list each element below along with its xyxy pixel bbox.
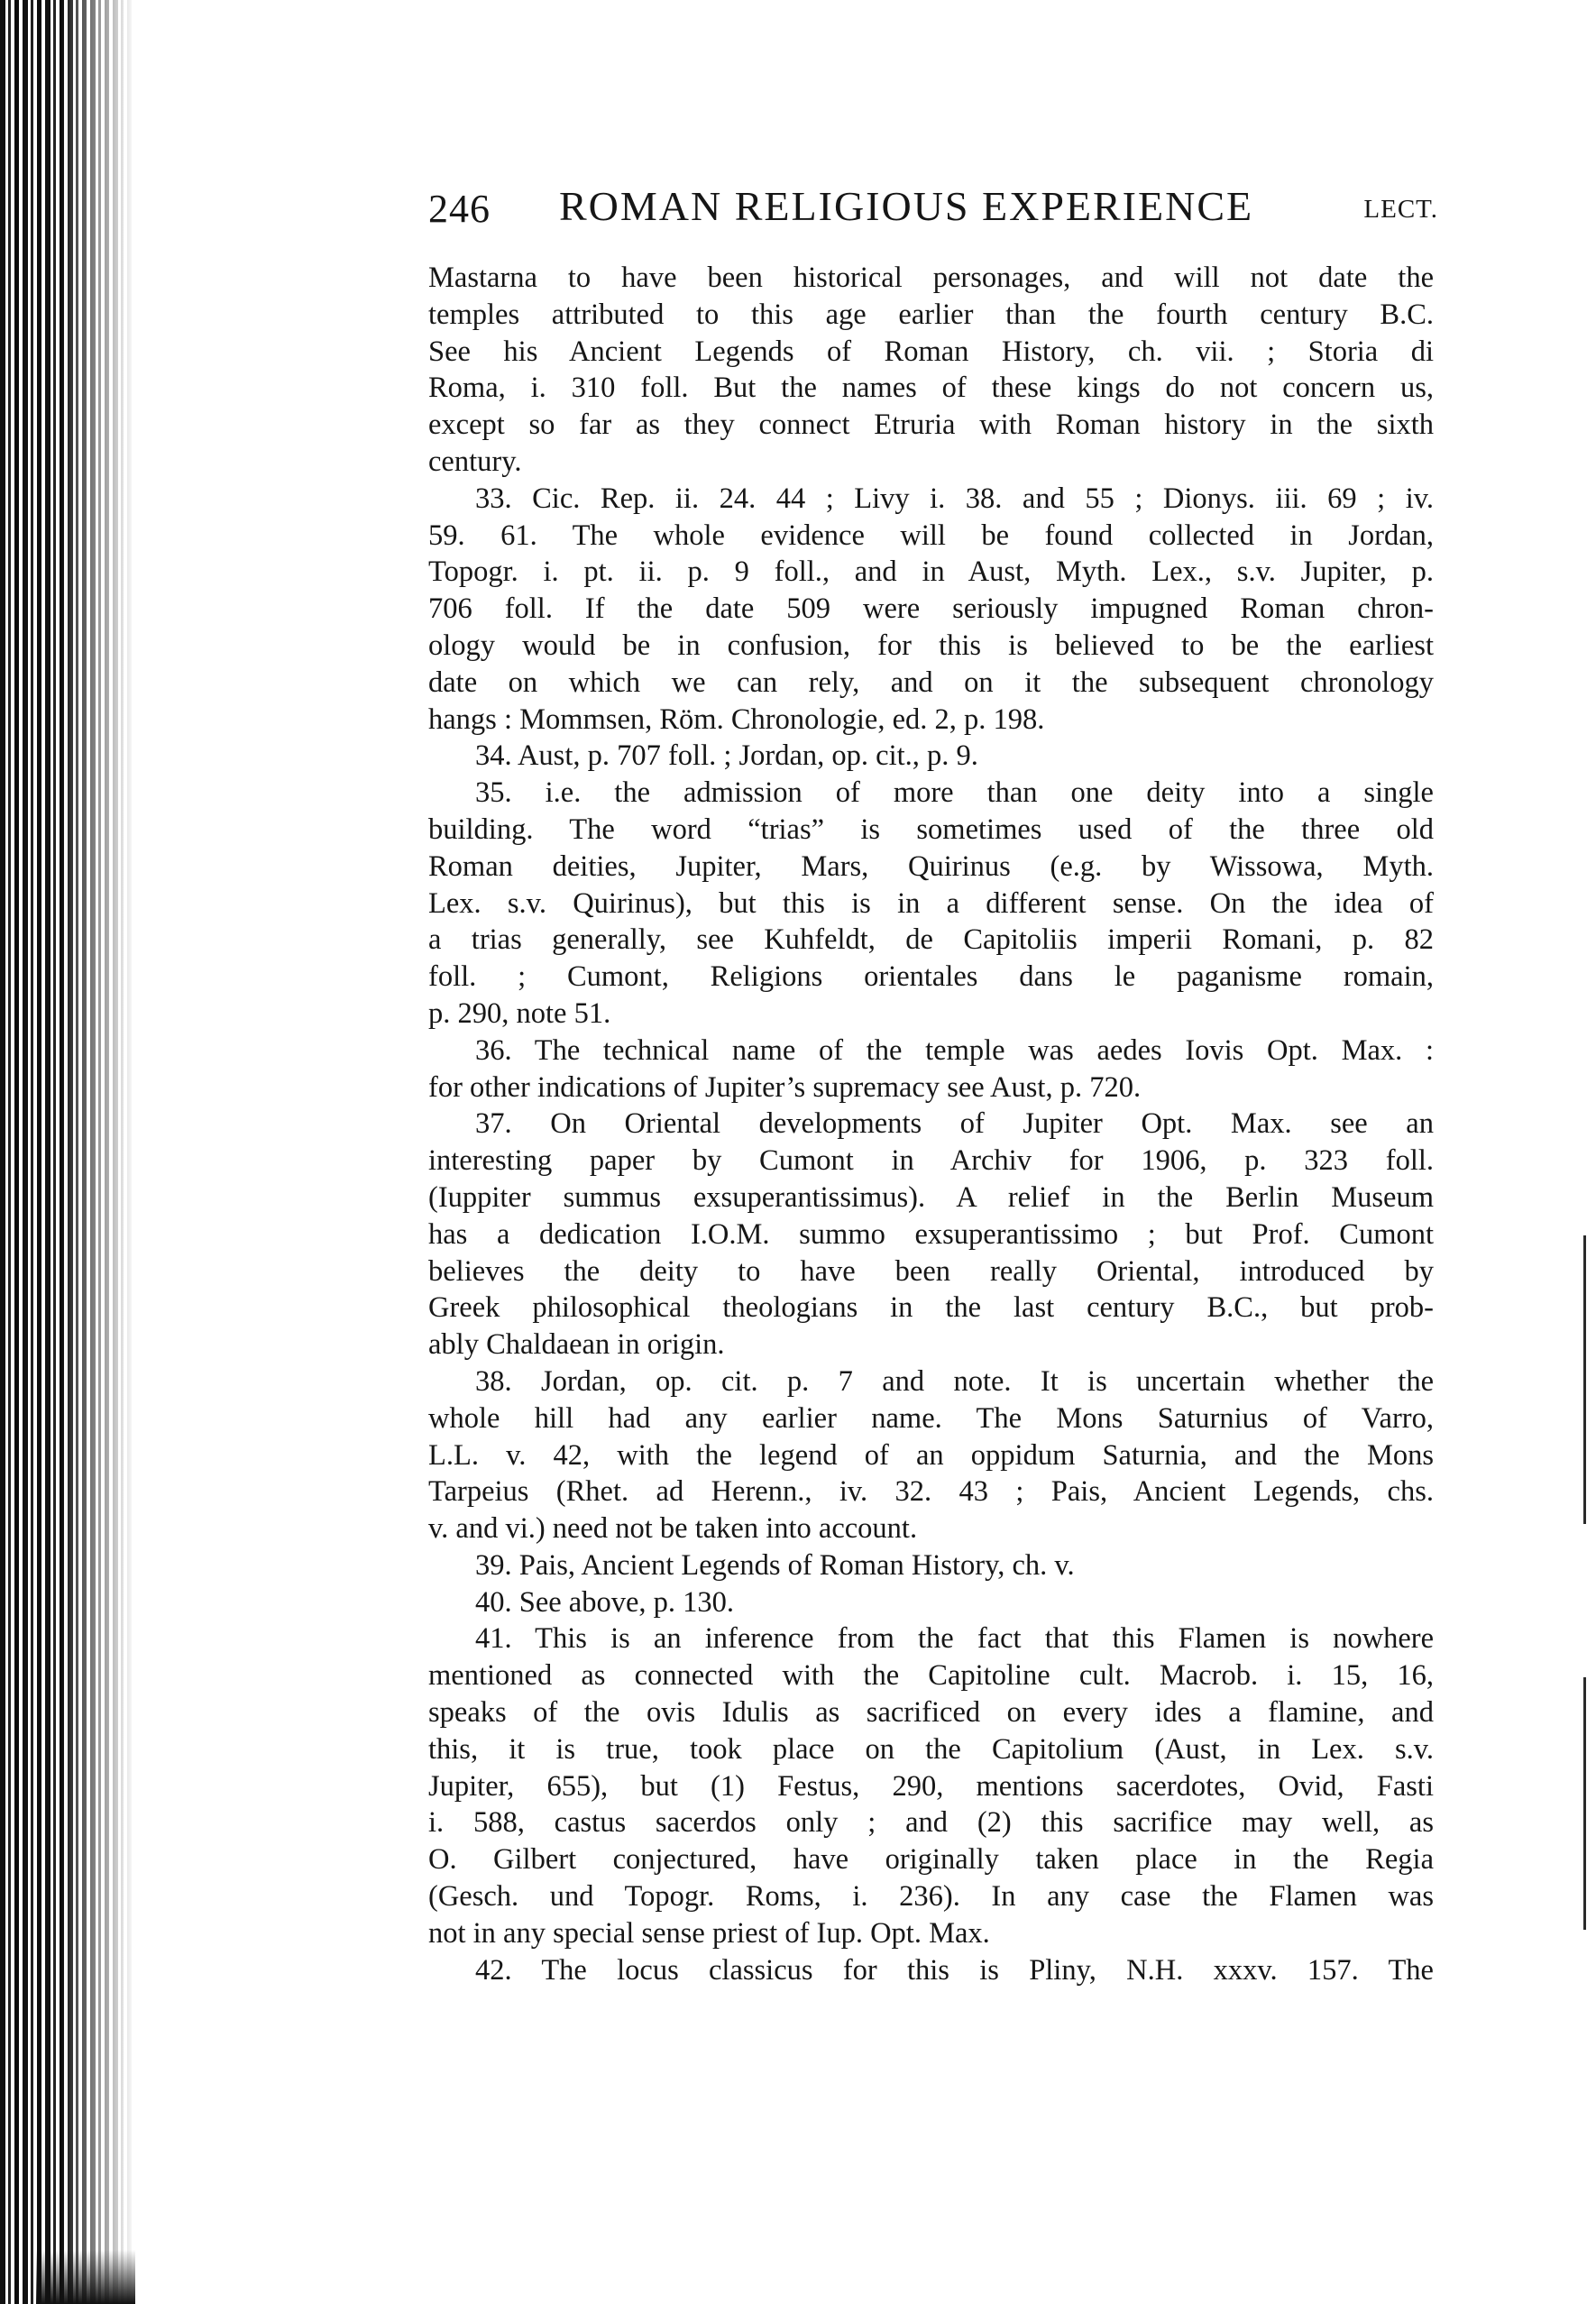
text-line: hangs : Mommsen, Röm. Chronologie, ed. 2, p. 198. [428,702,1045,736]
note-37: 37. On Oriental developments of Jupiter Opt. Max. see an [475,1107,1434,1141]
binding-foot-shadow [36,2250,135,2304]
text-line: except so far as they connect Etruria with Roman history in the sixth [428,408,1434,442]
note-38: 38. Jordan, op. cit. p. 7 and note. It is uncertain whether the [475,1364,1434,1398]
text-line: v. and vi.) need not be taken into account. [428,1512,918,1546]
text-line: See his Ancient Legends of Roman History, ch. vii. ; Storia di [428,335,1434,368]
text-line: Lex. s.v. Quirinus), but this is in a different sense. On the idea of [428,886,1434,920]
note-42: 42. The locus classicus for this is Pliny, N.H. xxxv. 157. The [475,1953,1434,1987]
text-line: a trias generally, see Kuhfeldt, de Capitoliis imperii Romani, p. 82 [428,923,1434,957]
text-line: 59. 61. The whole evidence will be found collected in Jordan, [428,519,1434,552]
text-line: (Iuppiter summus exsuperantissimus). A relief in the Berlin Museum [428,1180,1434,1214]
text-line: L.L. v. 42, with the legend of an oppidum Saturnia, and the Mons [428,1438,1434,1472]
text-line: date on which we can rely, and on it the subsequent chronology [428,665,1434,699]
text-line: Tarpeius (Rhet. ad Herenn., iv. 32. 43 ; Pais, Ancient Legends, chs. [428,1475,1434,1509]
text-line: not in any special sense priest of Iup. Opt. Max. [428,1916,990,1950]
running-title: ROMAN RELIGIOUS EXPERIENCE [559,183,1254,229]
running-header [428,180,1438,243]
text-line: ology would be in confusion, for this is believed to be the earliest [428,629,1434,662]
text-line: (Gesch. und Topogr. Roms, i. 236). In any case the Flamen was [428,1880,1434,1914]
text-line: has a dedication I.O.M. summo exsuperantissimo ; but Prof. Cumont [428,1217,1434,1251]
text-line: Topogr. i. pt. ii. p. 9 foll., and in Aust, Myth. Lex., s.v. Jupiter, p. [428,555,1434,589]
text-line: speaks of the ovis Idulis as sacrificed on every ides a flamine, and [428,1696,1434,1730]
text-line: Jupiter, 655), but (1) Festus, 290, mentions sacerdotes, Ovid, Fasti [428,1769,1434,1803]
note-39: 39. Pais, Ancient Legends of Roman History, ch. v. [475,1548,1075,1582]
note-41: 41. This is an inference from the fact that this Flamen is nowhere [475,1622,1434,1656]
text-line: Roman deities, Jupiter, Mars, Quirinus (e.g. by Wissowa, Myth. [428,849,1434,883]
text-line: Roma, i. 310 foll. But the names of these kings do not concern us, [428,372,1434,405]
margin-mark [1583,1235,1586,1524]
text-line: ably Chaldaean in origin. [428,1328,725,1362]
text-line: mentioned as connected with the Capitoline cult. Macrob. i. 15, 16, [428,1659,1434,1693]
text-line: whole hill had any earlier name. The Mons Saturnius of Varro, [428,1401,1434,1435]
note-36: 36. The technical name of the temple was aedes Iovis Opt. Max. : [475,1033,1434,1067]
note-34: 34. Aust, p. 707 foll. ; Jordan, op. cit., p. 9. [475,739,978,773]
binding-shadow [0,0,135,2304]
text-line: Mastarna to have been historical personages, and will not date the [428,262,1434,294]
note-33: 33. Cic. Rep. ii. 24. 44 ; Livy i. 38. and 55 ; Dionys. iii. 69 ; iv. [475,482,1434,515]
text-line: for other indications of Jupiter’s supremacy see Aust, p. 720. [428,1070,1142,1104]
text-line: i. 588, castus sacerdos only ; and (2) this sacrifice may well, as [428,1806,1434,1840]
text-line: O. Gilbert conjectured, have originally taken place in the Regia [428,1843,1434,1877]
section-label: LECT. [1363,195,1438,224]
margin-mark [1583,1677,1586,1930]
text-line: Greek philosophical theologians in the last century B.C., but prob- [428,1291,1434,1325]
text-line: this, it is true, took place on the Capitolium (Aust, in Lex. s.v. [428,1732,1434,1766]
text-line: interesting paper by Cumont in Archiv for 1906, p. 323 foll. [428,1144,1434,1178]
note-35: 35. i.e. the admission of more than one deity into a single [475,776,1434,810]
text-line: 706 foll. If the date 509 were seriously impugned Roman chron- [428,592,1434,626]
text-line: foll. ; Cumont, Religions orientales dans le paganisme romain, [428,960,1434,994]
notes-body [428,260,1434,1988]
text-line: temples attributed to this age earlier than the fourth century B.C. [428,298,1434,331]
text-line: century. [428,445,522,478]
text-line: believes the deity to have been really Oriental, introduced by [428,1254,1434,1288]
text-line: building. The word “trias” is sometimes used of the three old [428,812,1434,846]
page-number: 246 [428,187,491,231]
text-line: p. 290, note 51. [428,996,611,1030]
note-40: 40. See above, p. 130. [475,1585,735,1619]
